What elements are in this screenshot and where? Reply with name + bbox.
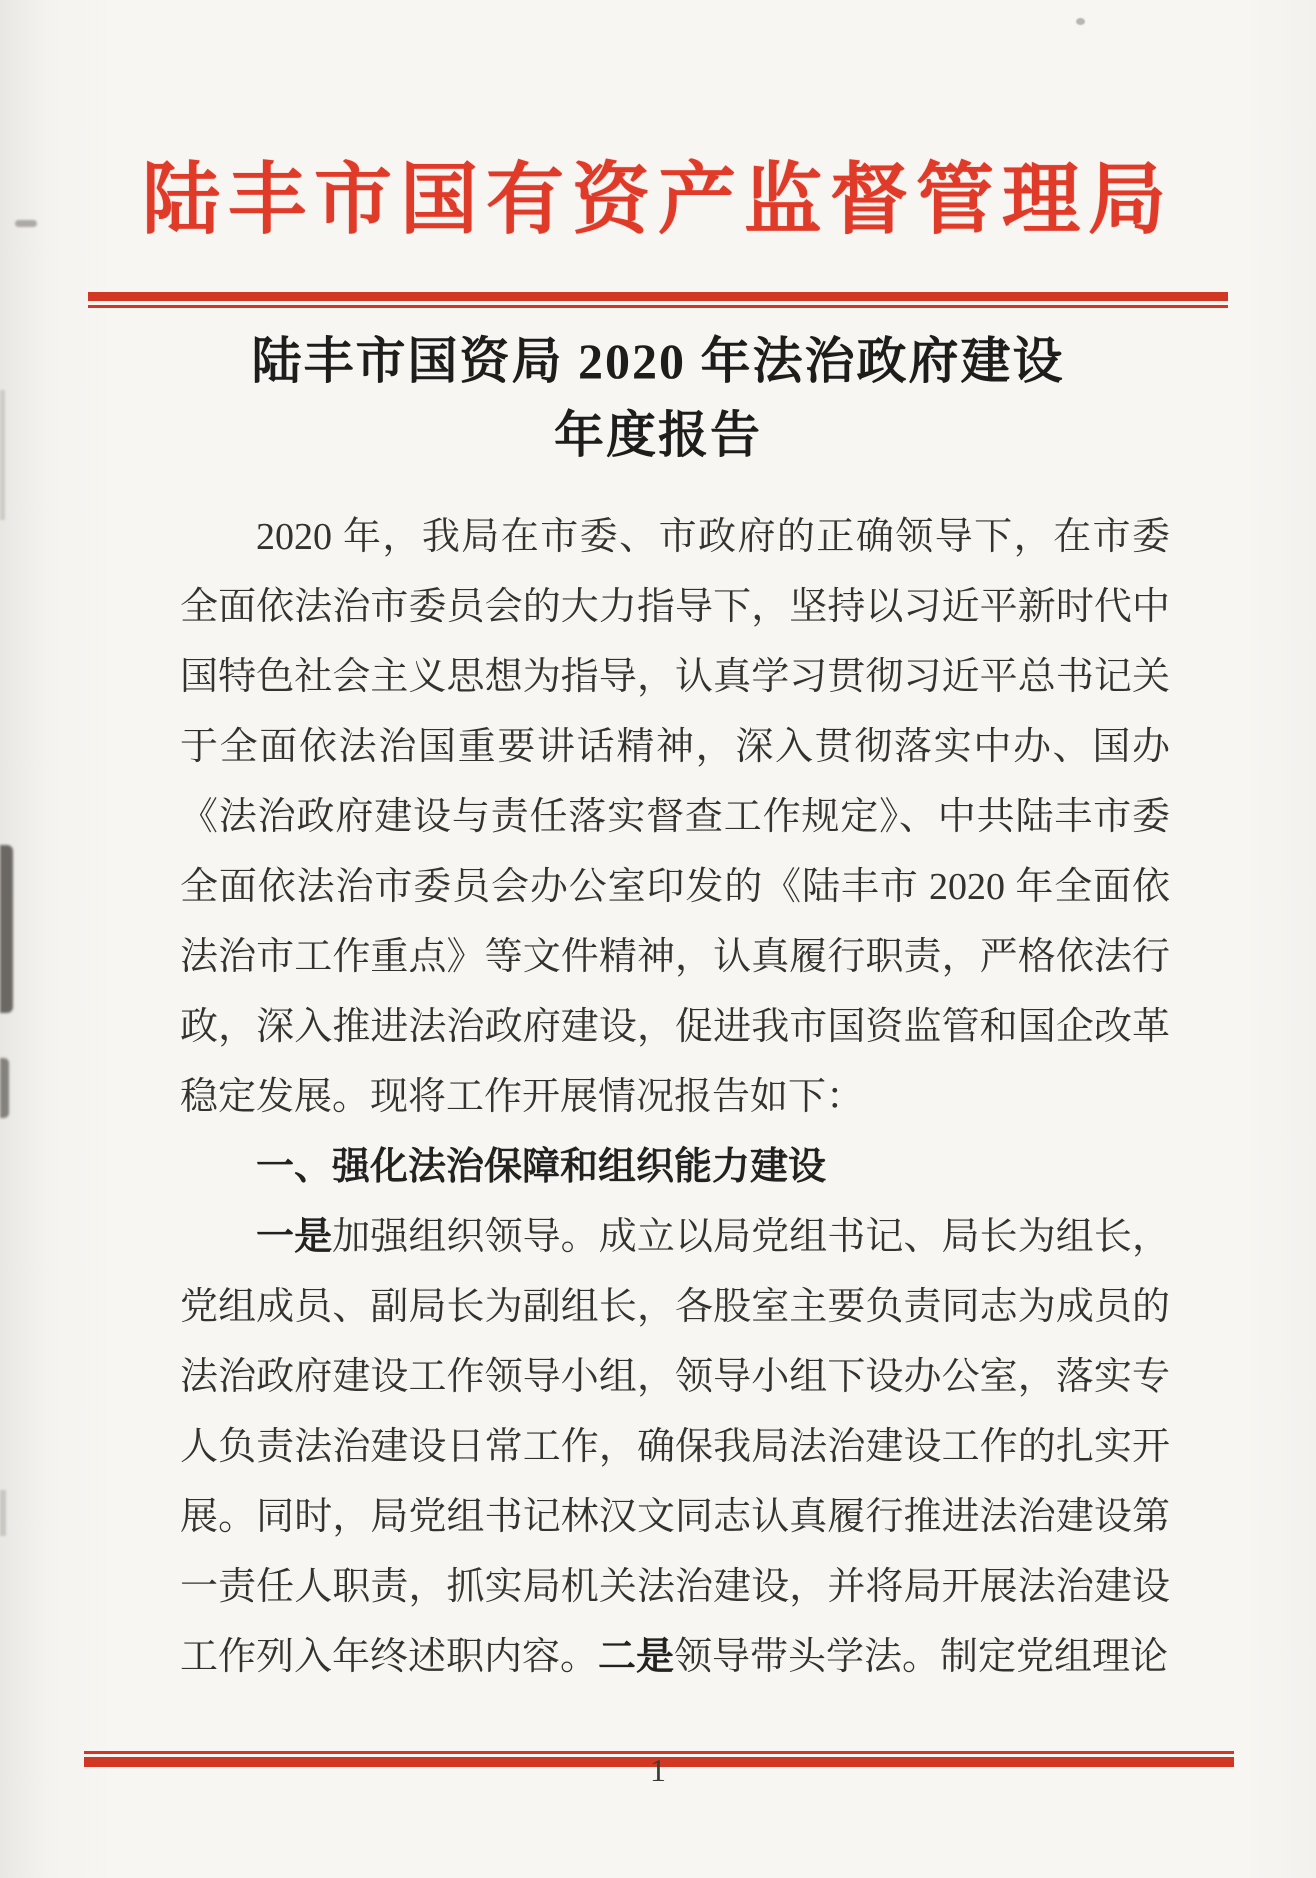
- section-1-heading: 一、强化法治保障和组织能力建设: [256, 1146, 827, 1188]
- text-run: 领导带头学法。制定党组理论: [674, 1636, 1169, 1678]
- letterhead: [0, 156, 1316, 308]
- page-number: 1: [650, 1752, 666, 1788]
- body-text-column: [180, 502, 1170, 1692]
- bold-run: 一是: [256, 1216, 333, 1258]
- document-body: [0, 324, 1316, 1692]
- document-title-line1: 陆丰市国资局 2020 年法治政府建设: [251, 333, 1065, 389]
- opening-paragraph: 2020 年，我局在市委、市政府的正确领导下，在市委全面依法治市委员会的大力指导下，坚持以习近平新时代中国特色社会主义思想为指导，认真学习贯彻习近平总书记关于全面依法治国重要讲话精神，深入贯彻落实中办、国办《法治政府建设与责任落实督查工作规定》、中共陆丰市委全面依法治市委员会办公室印发的《陆丰市 2020 年全面依法治市工作重点》等文件精神，认真履行职责，严格依法行政，深入推进法治政府建设，促进我市国资监管和国企改革稳定发展。现将工作开展情况报告如下：: [180, 516, 1170, 1118]
- section-1-paragraph: [180, 1202, 1170, 1692]
- scan-artifact: [1076, 18, 1085, 25]
- masthead-separator: [88, 292, 1228, 308]
- agency-masthead-title: 陆丰市国有资产监督管理局: [141, 156, 1174, 243]
- separator-thin-line: [88, 305, 1228, 308]
- document-title: [0, 324, 1316, 472]
- bold-run: 二是: [598, 1636, 675, 1678]
- text-run: 加强组织领导。成立以局党组书记、局长为组长，党组成员、副局长为副组长，各股室主要负责同志为成员的法治政府建设工作领导小组，领导小组下设办公室，落实专人负责法治建设日常工作，确保我局法治建设工作的扎实开展。同时，局党组书记林汉文同志认真履行推进法治建设第一责任人职责，抓实局机关法治建设，并将局开展法治建设工作列入年终述职内容。: [180, 1216, 1170, 1678]
- document-title-line2: 年度报告: [554, 407, 762, 463]
- separator-thick-line: [88, 292, 1228, 301]
